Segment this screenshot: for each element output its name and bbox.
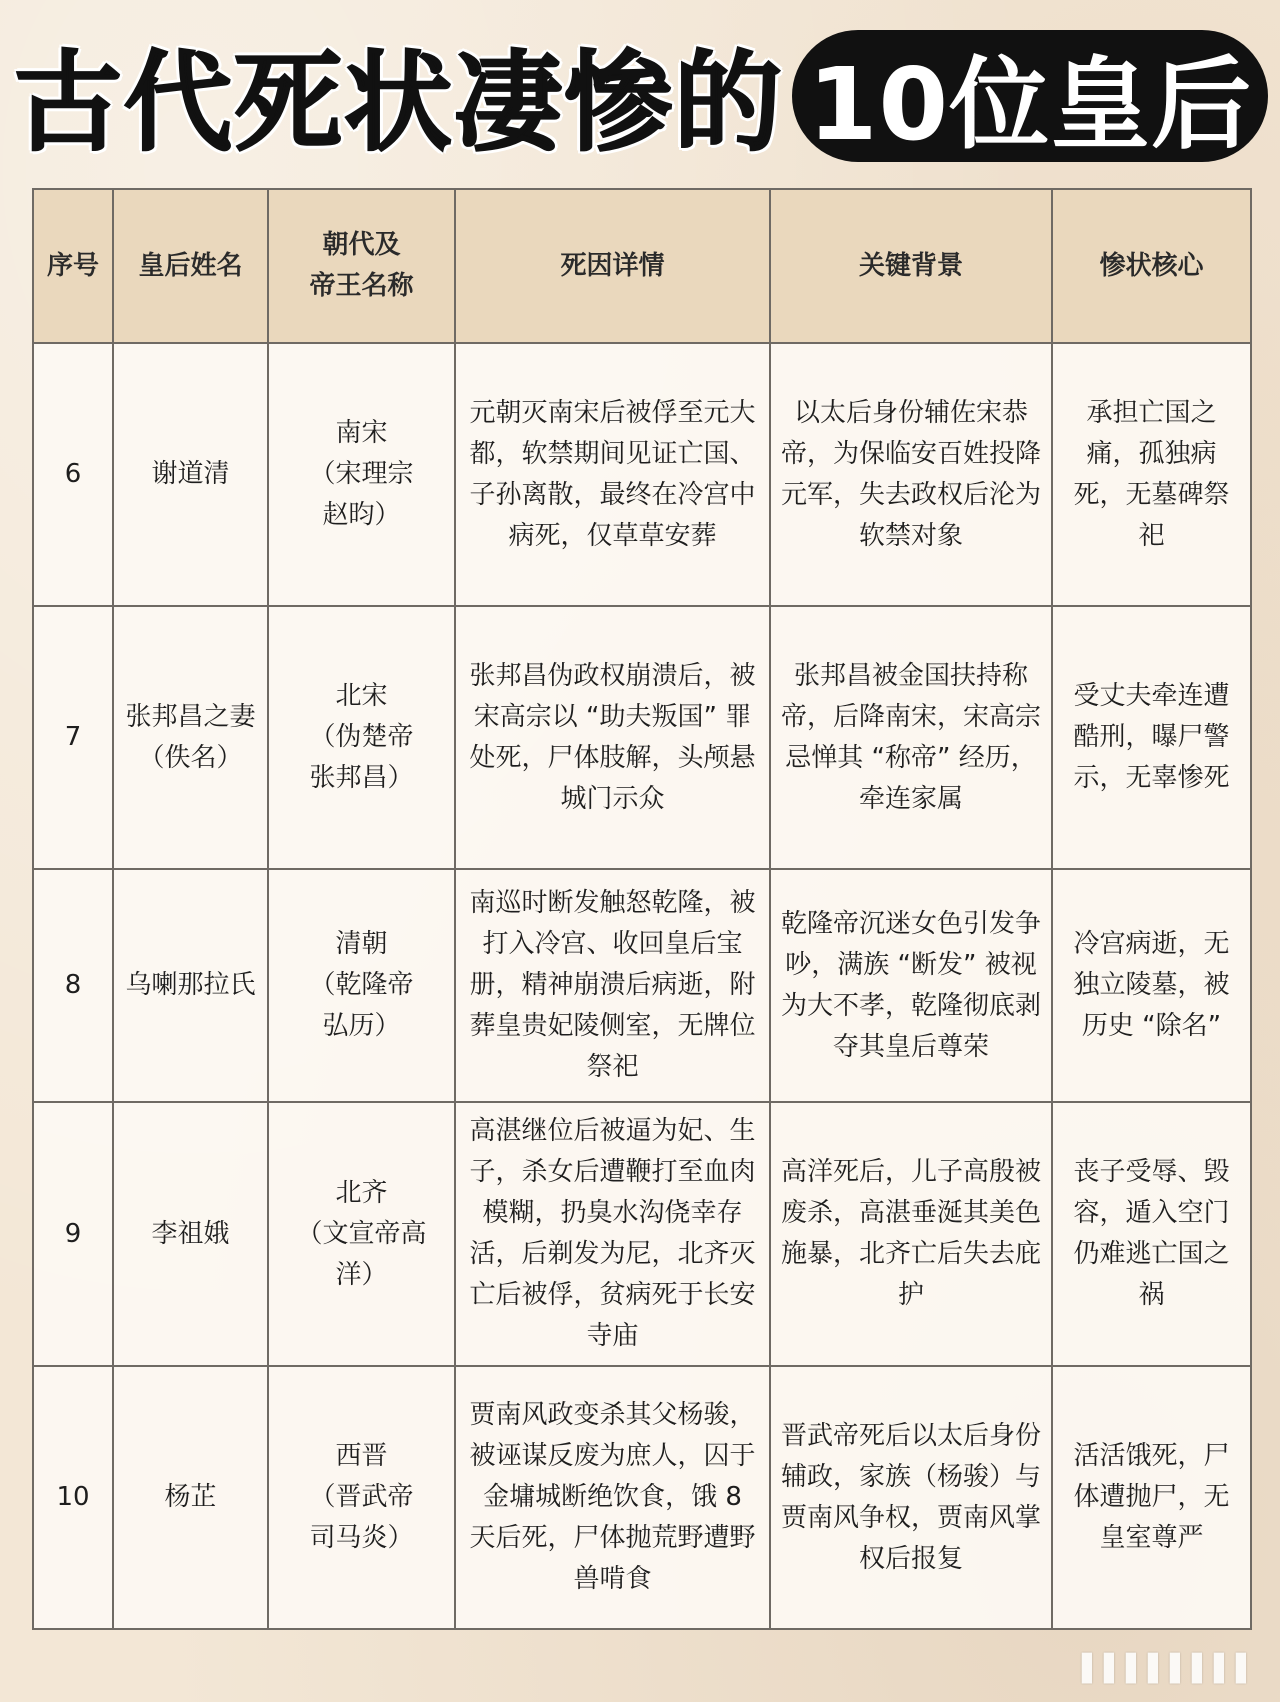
cell-death: 高湛继位后被逼为妃、生子，杀女后遭鞭打至血肉模糊，扔臭水沟侥幸存活，后剃发为尼，北齐灭亡后被俘，贫病死于长安寺庙 (455, 1102, 770, 1366)
cell-background: 张邦昌被金国扶持称帝，后降南宋，宋高宗忌惮其 “称帝” 经历，牵连家属 (770, 606, 1052, 869)
header-core: 惨状核心 (1052, 189, 1251, 343)
cell-name: 杨芷 (113, 1366, 268, 1629)
cell-death: 元朝灭南宋后被俘至元大都，软禁期间见证亡国、子孙离散，最终在冷宫中病死，仅草草安葬 (455, 343, 770, 606)
cell-name: 谢道清 (113, 343, 268, 606)
empress-table-container (32, 188, 1250, 1630)
cell-core: 冷宫病逝，无独立陵墓，被历史 “除名” (1052, 869, 1251, 1102)
cell-no: 6 (33, 343, 113, 606)
table-row (33, 343, 1251, 606)
cell-dynasty: 南宋 （宋理宗 赵昀） (268, 343, 455, 606)
header-background: 关键背景 (770, 189, 1052, 343)
empress-table (32, 188, 1252, 1630)
table-row (33, 606, 1251, 869)
cell-core: 承担亡国之痛，孤独病死，无墓碑祭祀 (1052, 343, 1251, 606)
cell-core: 受丈夫牵连遭酷刑，曝尸警示，无辜惨死 (1052, 606, 1251, 869)
table-row (33, 1366, 1251, 1629)
cell-background: 以太后身份辅佐宋恭帝，为保临安百姓投降元军，失去政权后沦为软禁对象 (770, 343, 1052, 606)
cell-dynasty: 北宋 （伪楚帝 张邦昌） (268, 606, 455, 869)
cell-core: 丧子受辱、毁容，遁入空门仍难逃亡国之祸 (1052, 1102, 1251, 1366)
cell-background: 乾隆帝沉迷女色引发争吵，满族 “断发” 被视为大不孝，乾隆彻底剥夺其皇后尊荣 (770, 869, 1052, 1102)
cell-dynasty: 清朝 （乾隆帝 弘历） (268, 869, 455, 1102)
table-header-row (33, 189, 1251, 343)
cell-no: 10 (33, 1366, 113, 1629)
cell-name: 张邦昌之妻 （佚名） (113, 606, 268, 869)
cell-dynasty: 北齐 （文宣帝高 洋） (268, 1102, 455, 1366)
cell-death: 南巡时断发触怒乾隆，被打入冷宫、收回皇后宝册，精神崩溃后病逝，附葬皇贵妃陵侧室，无牌位祭祀 (455, 869, 770, 1102)
cell-background: 晋武帝死后以太后身份辅政，家族（杨骏）与贾南风争权，贾南风掌权后报复 (770, 1366, 1052, 1629)
cell-name: 乌喇那拉氏 (113, 869, 268, 1102)
header (0, 0, 1280, 175)
cell-no: 9 (33, 1102, 113, 1366)
header-death: 死因详情 (455, 189, 770, 343)
cell-dynasty: 西晋 （晋武帝 司马炎） (268, 1366, 455, 1629)
watermark: ▌▌▌▌▌▌▌▌ (1082, 1654, 1258, 1684)
page-title-highlight: 10位皇后 (807, 46, 1253, 163)
table-row (33, 1102, 1251, 1366)
cell-death: 贾南风政变杀其父杨骏，被诬谋反废为庶人，囚于金墉城断绝饮食，饿 8 天后死，尸体抛荒野遭野兽啃食 (455, 1366, 770, 1629)
header-dynasty-text: 朝代及 帝王名称 (309, 230, 414, 301)
table-row (33, 869, 1251, 1102)
cell-name: 李祖娥 (113, 1102, 268, 1366)
header-name: 皇后姓名 (113, 189, 268, 343)
cell-background: 高洋死后，儿子高殷被废杀，高湛垂涎其美色施暴，北齐亡后失去庇护 (770, 1102, 1052, 1366)
cell-no: 7 (33, 606, 113, 869)
cell-death: 张邦昌伪政权崩溃后，被宋高宗以 “助夫叛国” 罪处死，尸体肢解，头颅悬城门示众 (455, 606, 770, 869)
page-title-pill (792, 30, 1268, 162)
cell-no: 8 (33, 869, 113, 1102)
header-no: 序号 (33, 189, 113, 343)
page-title-main: 古代死状凄惨的 (14, 40, 785, 166)
cell-core: 活活饿死，尸体遭抛尸，无皇室尊严 (1052, 1366, 1251, 1629)
header-dynasty (268, 189, 455, 343)
